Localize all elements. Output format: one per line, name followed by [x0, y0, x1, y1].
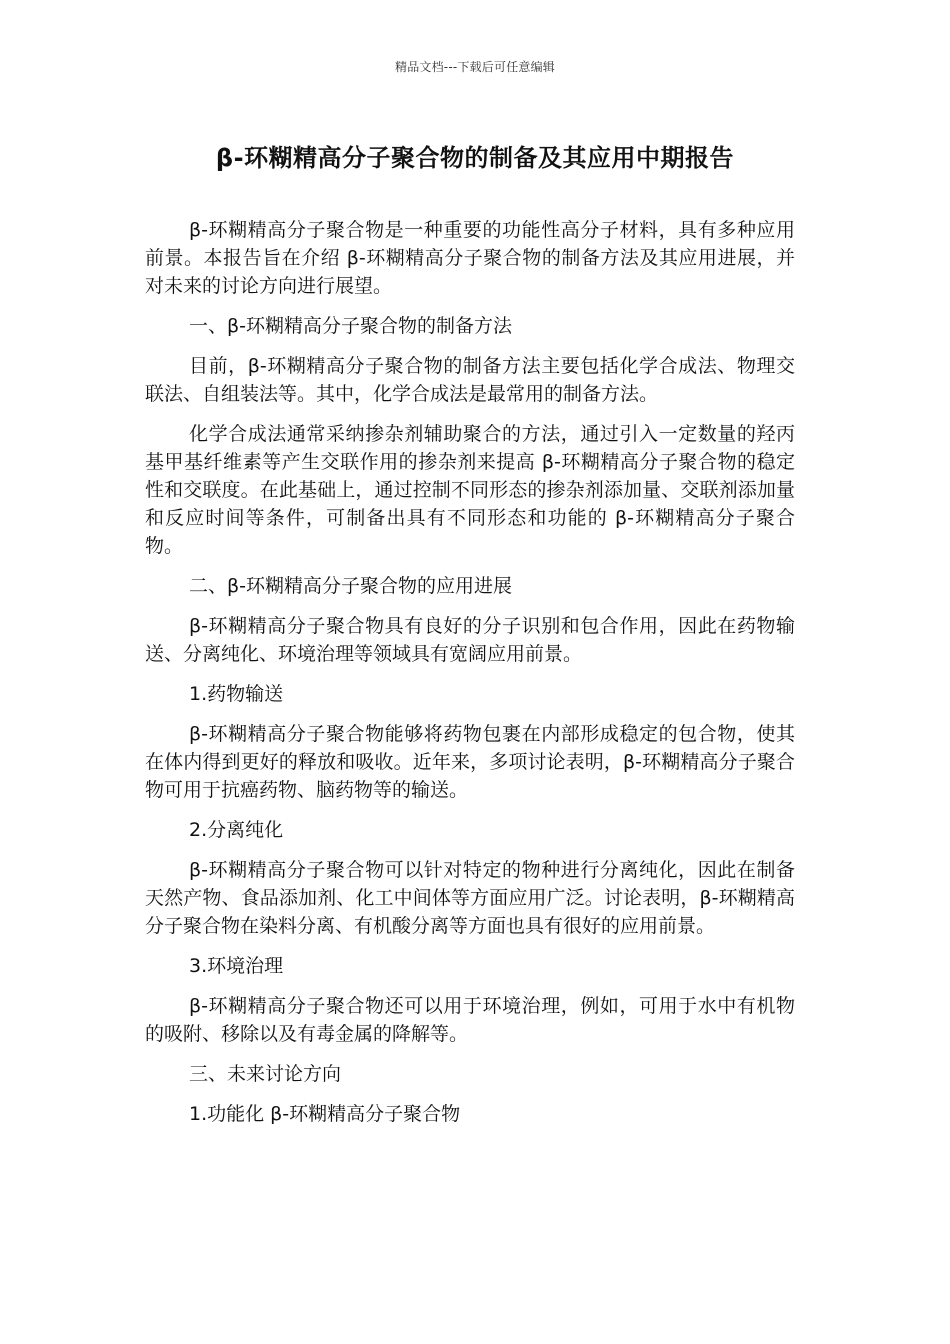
- section-heading-future: 三、未来讨论方向: [189, 1063, 342, 1085]
- section-heading-applications: 二、β-环糊精高分子聚合物的应用进展: [189, 575, 512, 597]
- document-title: β-环糊精高分子聚合物的制备及其应用中期报告: [215, 144, 735, 172]
- subheading-environment: 3.环境治理: [189, 955, 284, 977]
- paragraph: β-环糊精高分子聚合物还可以用于环境治理，例如，可用于水中有机物的吸附、移除以及有毒金属的降解等。: [145, 995, 795, 1045]
- section-heading-preparation: 一、β-环糊精高分子聚合物的制备方法: [189, 315, 512, 337]
- paragraph: β-环糊精高分子聚合物可以针对特定的物种进行分离纯化，因此在制备天然产物、食品添加剂、化工中间体等方面应用广泛。讨论表明，β-环糊精高分子聚合物在染料分离、有机酸分离等方面也具有很好的应用前景。: [145, 859, 795, 937]
- paragraph: β-环糊精高分子聚合物能够将药物包裹在内部形成稳定的包合物，使其在体内得到更好的释放和吸收。近年来，多项讨论表明，β-环糊精高分子聚合物可用于抗癌药物、脑药物等的输送。: [145, 723, 795, 801]
- paragraph: 目前，β-环糊精高分子聚合物的制备方法主要包括化学合成法、物理交联法、自组装法等。其中，化学合成法是最常用的制备方法。: [145, 355, 795, 405]
- page-header-watermark: 精品文档---下载后可任意编辑: [395, 60, 555, 74]
- intro-paragraph: β-环糊精高分子聚合物是一种重要的功能性高分子材料，具有多种应用前景。本报告旨在介绍 β-环糊精高分子聚合物的制备方法及其应用进展，并对未来的讨论方向进行展望。: [145, 219, 795, 297]
- document-body: [145, 216, 795, 1140]
- subheading-separation: 2.分离纯化: [189, 819, 284, 841]
- subheading-drug-delivery: 1.药物输送: [189, 683, 284, 705]
- subheading-functionalization: 1.功能化 β-环糊精高分子聚合物: [189, 1103, 461, 1125]
- paragraph: 化学合成法通常采纳掺杂剂辅助聚合的方法，通过引入一定数量的羟丙基甲基纤维素等产生交联作用的掺杂剂来提高 β-环糊精高分子聚合物的稳定性和交联度。在此基础上，通过控制不同形态的掺杂剂添加量、交联剂添加量和反应时间等条件，可制备出具有不同形态和功能的 β-环糊精高分子聚合物。: [145, 423, 795, 557]
- paragraph: β-环糊精高分子聚合物具有良好的分子识别和包合作用，因此在药物输送、分离纯化、环境治理等领域具有宽阔应用前景。: [145, 615, 795, 665]
